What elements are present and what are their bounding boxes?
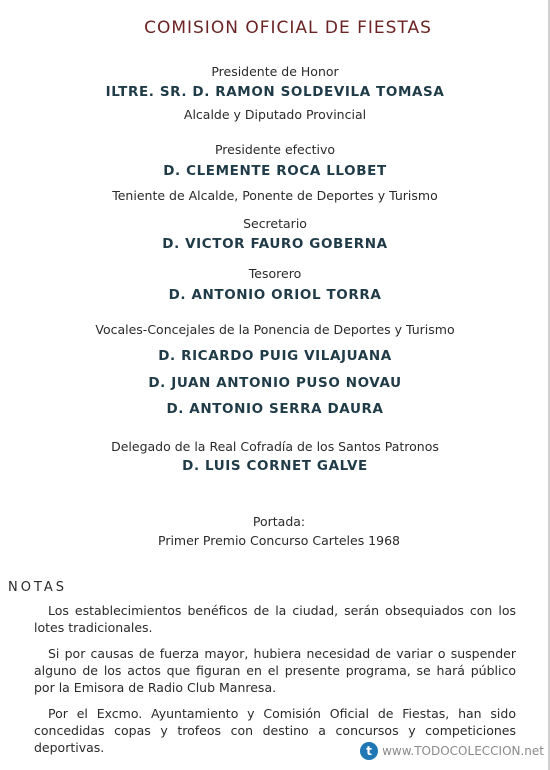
name-presidente-efectivo: D. CLEMENTE ROCA LLOBET [163, 163, 387, 179]
role-presidente-efectivo: Presidente efectivo [214, 142, 336, 157]
role-tesorero: Tesorero [248, 266, 302, 281]
name-vocal-2: D. JUAN ANTONIO PUSO NOVAU [148, 375, 402, 391]
nota-paragraph-1: Los establecimientos benéficos de la ciudad, serán obsequiados con los lotes tradicionales. [34, 603, 516, 635]
role-vocales: Vocales-Concejales de la Ponencia de Deportes y Turismo [95, 322, 455, 337]
notas-heading: NOTAS [8, 580, 68, 595]
nota-paragraph-3: Por el Excmo. Ayuntamiento y Comisión Oficial de Fiestas, han sido concedidas copas y trofeos con destino a concursos y competiciones deportivas. [34, 706, 516, 755]
role-secretario: Secretario [243, 216, 307, 231]
extra-presidente-honor: Alcalde y Diputado Provincial [183, 107, 367, 122]
extra-presidente-efectivo: Teniente de Alcalde, Ponente de Deportes y Turismo [112, 188, 438, 203]
todocoleccion-logo-icon: t [360, 742, 378, 760]
name-delegado: D. LUIS CORNET GALVE [182, 458, 368, 474]
portada-label: Portada: [252, 514, 306, 529]
page-title: COMISION OFICIAL DE FIESTAS [144, 18, 432, 38]
name-secretario: D. VICTOR FAURO GOBERNA [162, 236, 388, 252]
nota-paragraph-2: Si por causas de fuerza mayor, hubiera necesidad de variar o suspender alguno de los actos que figuran en el presente programa, se hará público por la Emisora de Radio Club Manresa. [34, 646, 516, 695]
portada-text: Primer Premio Concurso Carteles 1968 [158, 533, 400, 548]
name-vocal-1: D. RICARDO PUIG VILAJUANA [158, 348, 392, 364]
name-presidente-honor: ILTRE. SR. D. RAMON SOLDEVILA TOMASA [105, 84, 445, 100]
role-delegado: Delegado de la Real Cofradía de los Santos Patronos [111, 439, 439, 454]
watermark-text: www.TODOCOLECCION.net [382, 744, 544, 758]
name-vocal-3: D. ANTONIO SERRA DAURA [166, 401, 384, 417]
role-presidente-honor: Presidente de Honor [211, 64, 339, 79]
name-tesorero: D. ANTONIO ORIOL TORRA [168, 287, 382, 303]
watermark [360, 742, 544, 760]
